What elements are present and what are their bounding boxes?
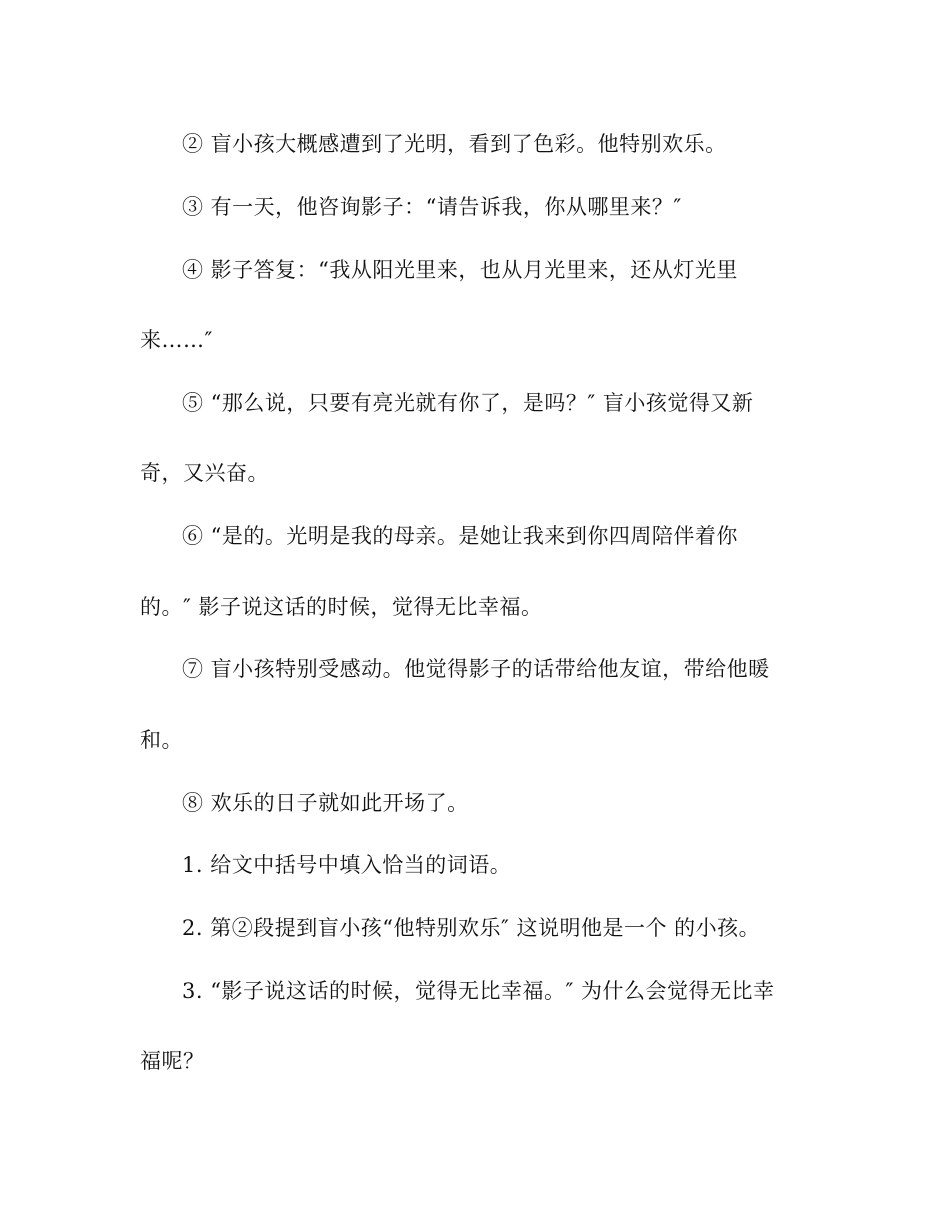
paragraph-2-line-1: ② 盲小孩大概感遭到了光明，看到了色彩。他特别欢乐。 xyxy=(182,132,727,156)
paragraph-5-line-1: ⑤ “那么说，只要有亮光就有你了，是吗？″ 盲小孩觉得又新 xyxy=(182,391,754,415)
paragraph-7-line-1: ⑦ 盲小孩特别受感动。他觉得影子的话带给他友谊，带给他暖 xyxy=(182,657,770,681)
paragraph-5-line-2: 奇，又兴奋。 xyxy=(140,461,269,485)
paragraph-7-line-2: 和。 xyxy=(140,728,183,752)
paragraph-6-line-1: ⑥ “是的。光明是我的母亲。是她让我来到你四周陪伴着你 xyxy=(182,524,738,548)
paragraph-8-line-1: ⑧ 欢乐的日子就如此开场了。 xyxy=(182,791,469,815)
paragraph-3-line-1: ③ 有一天，他咨询影子：“请告诉我，你从哪里来？″ xyxy=(182,195,682,219)
question-3-line-1: 3. “影子说这话的时候，觉得无比幸福。″ 为什么会觉得无比幸 xyxy=(182,979,775,1003)
paragraph-4-line-2: 来……″ xyxy=(140,328,213,352)
question-2: 2. 第②段提到盲小孩“他特别欢乐″ 这说明他是一个 的小孩。 xyxy=(182,916,761,940)
question-1: 1. 给文中括号中填入恰当的词语。 xyxy=(182,853,512,877)
paragraph-4-line-1: ④ 影子答复：“我从阳光里来，也从月光里来，还从灯光里 xyxy=(182,258,738,282)
paragraph-6-line-2: 的。″ 影子说这话的时候，觉得无比幸福。 xyxy=(140,595,543,619)
question-3-line-2: 福呢？ xyxy=(140,1049,205,1073)
